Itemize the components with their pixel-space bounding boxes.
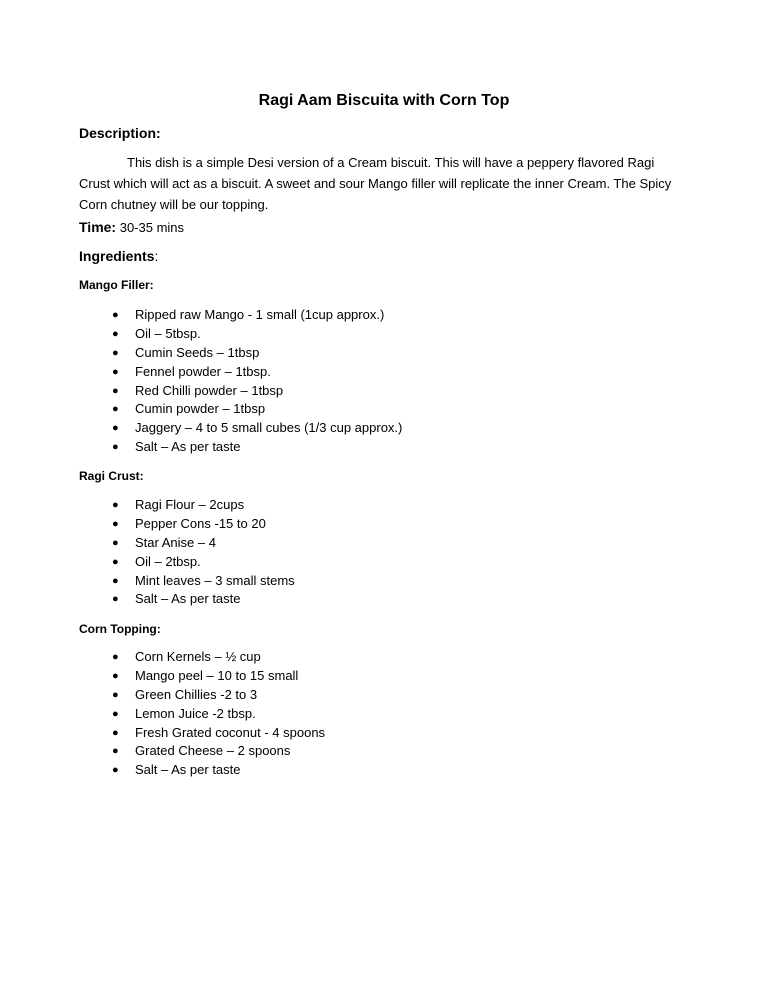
list-item bbox=[0, 515, 295, 534]
list-item-text: Cumin powder – 1tbsp bbox=[135, 401, 266, 417]
ingredients-colon: : bbox=[154, 248, 159, 264]
description-heading: Description: bbox=[79, 125, 161, 141]
bullet-icon: ● bbox=[112, 707, 119, 720]
list-item bbox=[0, 363, 402, 382]
corn-topping-heading: Corn Topping: bbox=[79, 622, 161, 636]
list-item-text: Grated Cheese – 2 spoons bbox=[135, 743, 291, 759]
list-item bbox=[0, 648, 325, 667]
list-item bbox=[0, 572, 295, 591]
bullet-icon: ● bbox=[112, 688, 119, 701]
bullet-icon: ● bbox=[112, 346, 119, 359]
corn-topping-list bbox=[0, 648, 325, 780]
list-item-text: Lemon Juice -2 tbsp. bbox=[135, 705, 256, 721]
bullet-icon: ● bbox=[112, 517, 119, 530]
time-line bbox=[79, 219, 184, 235]
list-item bbox=[0, 496, 295, 515]
list-item-text: Mint leaves – 3 small stems bbox=[135, 572, 295, 588]
list-item bbox=[0, 761, 325, 780]
recipe-title: Ragi Aam Biscuita with Corn Top bbox=[258, 92, 510, 109]
list-item-text: Fresh Grated coconut - 4 spoons bbox=[135, 724, 326, 740]
bullet-icon: ● bbox=[112, 309, 119, 321]
list-item-text: Fennel powder – 1tbsp. bbox=[135, 363, 271, 379]
list-item-text: Ripped raw Mango - 1 small (1cup approx.) bbox=[135, 307, 385, 322]
description-paragraph bbox=[79, 152, 683, 215]
bullet-icon: ● bbox=[112, 422, 119, 435]
ingredients-heading bbox=[79, 248, 158, 264]
list-item-text: Oil – 5tbsp. bbox=[135, 325, 201, 341]
list-item bbox=[0, 344, 402, 363]
bullet-icon: ● bbox=[112, 669, 119, 682]
mango-filler-heading: Mango Filler: bbox=[79, 278, 154, 292]
ingredients-label: Ingredients bbox=[79, 248, 155, 264]
list-item-text: Star Anise – 4 bbox=[135, 534, 216, 550]
bullet-icon: ● bbox=[112, 574, 119, 587]
list-item-text: Corn Kernels – ½ cup bbox=[135, 649, 261, 664]
list-item bbox=[0, 742, 325, 761]
list-item bbox=[0, 534, 295, 553]
ragi-crust-heading: Ragi Crust: bbox=[79, 469, 144, 483]
list-item bbox=[0, 724, 325, 743]
list-item bbox=[0, 306, 402, 325]
list-item-text: Salt – As per taste bbox=[135, 591, 241, 607]
bullet-icon: ● bbox=[112, 365, 119, 378]
list-item bbox=[0, 667, 325, 686]
list-item bbox=[0, 400, 402, 419]
bullet-icon: ● bbox=[112, 764, 119, 777]
list-item-text: Jaggery – 4 to 5 small cubes (1/3 cup approx.) bbox=[135, 420, 403, 436]
list-item bbox=[0, 553, 295, 572]
time-value: 30-35 mins bbox=[119, 220, 185, 235]
list-item-text: Mango peel – 10 to 15 small bbox=[135, 667, 299, 683]
ragi-crust-list bbox=[0, 496, 295, 609]
list-item bbox=[0, 438, 402, 457]
list-item-text: Ragi Flour – 2cups bbox=[135, 497, 245, 512]
bullet-icon: ● bbox=[112, 593, 119, 606]
list-item-text: Salt – As per taste bbox=[135, 762, 241, 778]
bullet-icon: ● bbox=[112, 536, 119, 549]
bullet-icon: ● bbox=[112, 651, 119, 663]
description-text: This dish is a simple Desi version of a Cream biscuit. This will have a peppery flavored Ragi Crust which will act as a biscuit. A sweet and sour Mango filler will replicate the inner Cream. The Spicy Corn chutney will be our topping. bbox=[79, 155, 672, 212]
list-item bbox=[0, 590, 295, 609]
bullet-icon: ● bbox=[112, 499, 119, 511]
list-item-text: Pepper Cons -15 to 20 bbox=[135, 515, 266, 531]
bullet-icon: ● bbox=[112, 555, 119, 568]
list-item-text: Green Chillies -2 to 3 bbox=[135, 686, 258, 702]
bullet-icon: ● bbox=[112, 403, 119, 416]
bullet-icon: ● bbox=[112, 441, 119, 454]
list-item bbox=[0, 325, 402, 344]
bullet-icon: ● bbox=[112, 327, 119, 340]
list-item bbox=[0, 419, 402, 438]
list-item-text: Salt – As per taste bbox=[135, 439, 241, 455]
list-item bbox=[0, 686, 325, 705]
list-item-text: Cumin Seeds – 1tbsp bbox=[135, 344, 260, 360]
mango-filler-list bbox=[0, 306, 402, 457]
bullet-icon: ● bbox=[112, 745, 119, 758]
time-label: Time: bbox=[79, 219, 117, 235]
list-item bbox=[0, 705, 325, 724]
list-item bbox=[0, 382, 402, 401]
list-item-text: Red Chilli powder – 1tbsp bbox=[135, 382, 284, 398]
bullet-icon: ● bbox=[112, 726, 119, 739]
list-item-text: Oil – 2tbsp. bbox=[135, 553, 201, 569]
bullet-icon: ● bbox=[112, 384, 119, 397]
